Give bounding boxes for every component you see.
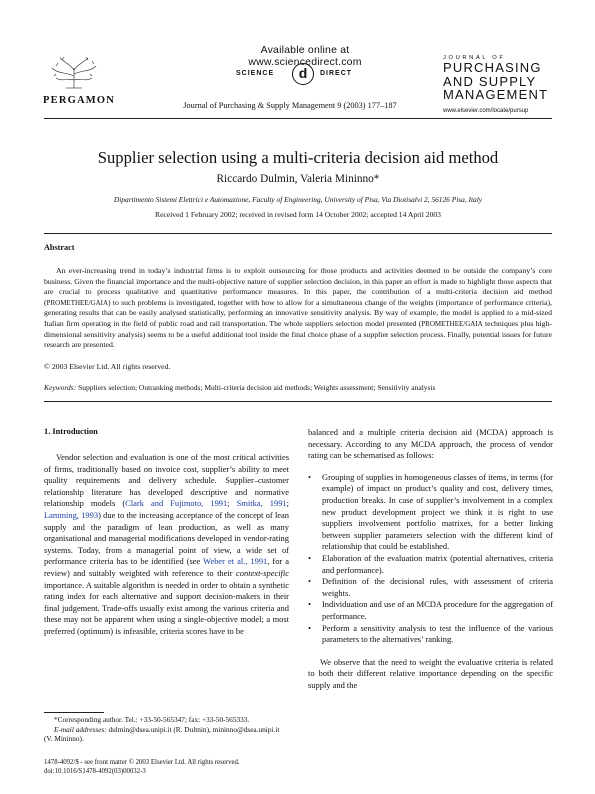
intro-text-d: importance. A suitable algorithm is needed in order to obtain a synthetic rating index for each alternative and support decision-makers in their final judgement. Trade-offs usually exist among the various criteria and these may not be apparent when using a single-objective model; a most preferred (optimum) is infeasible, criteria scores have to be: [44, 579, 289, 636]
left-column: [44, 427, 289, 638]
keywords: [44, 383, 552, 392]
bullet-icon: •: [308, 599, 311, 610]
list-item: [308, 576, 553, 599]
available-online-banner: Available online at www.sciencedirect.com: [248, 44, 362, 68]
citation-separator: ;: [286, 498, 289, 509]
abstract-bottom-divider: [44, 401, 552, 402]
corresponding-author-footnote: [44, 715, 289, 744]
issn-copyright-line: 1478-4092/$ - see front matter © 2003 Elsevier Ltd. All rights reserved.: [44, 759, 240, 766]
list-item: [308, 599, 553, 622]
header-divider: [44, 118, 552, 119]
mcda-paragraph: balanced and a multiple criteria decision aid (MCDA) approach is necessary. According to any MCDA approach, the process of vendor rating can be schematised as follows:: [308, 427, 553, 461]
bullet-icon: •: [308, 622, 311, 633]
email-label: E-mail addresses:: [54, 724, 107, 734]
pergamon-tree-logo-icon: [44, 54, 104, 90]
doi-line: doi:10.1016/S1478-4092(03)00032-3: [44, 768, 146, 776]
vendor-rating-steps-list: [308, 472, 553, 646]
corresponding-author-contact: *Corresponding author. Tel.: +33-50-565347; fax: +33-50-565333.: [54, 715, 250, 724]
article-title: Supplier selection using a multi-criteria decision aid method: [97, 148, 499, 167]
list-item-text: Individuation and use of an MCDA procedure for the aggregation of performance.: [322, 599, 553, 621]
list-item-text: Perform a sensitivity analysis to test the influence of the various parameters to the alternatives’ ranking.: [322, 622, 553, 645]
sciencedirect-left-text: SCIENCE: [236, 70, 275, 77]
brand-line-4: MANAGEMENT: [443, 87, 549, 103]
article-authors: Riccardo Dulmin, Valeria Mininno*: [216, 173, 380, 185]
list-item: [308, 472, 553, 553]
brand-line-2: PURCHASING: [443, 60, 542, 76]
sciencedirect-right-text: DIRECT: [320, 70, 353, 77]
publisher-name: PERGAMON: [43, 95, 116, 106]
intro-italic-term: context-specific: [236, 567, 289, 578]
brand-line-3: AND SUPPLY: [443, 73, 537, 89]
bullet-icon: •: [308, 552, 311, 563]
intro-paragraph: [44, 452, 289, 638]
journal-website: www.elsevier.com/locate/pursup: [443, 108, 529, 114]
page-footer: [44, 758, 304, 777]
abstract-method-name: PROMETHEE/GAIA: [46, 298, 109, 307]
abstract-part-3: techniques plus high-dimensional sensitivity analysis) seems to be a useful additional tool inside the final choice phase of a supplier selection process. Finally, potential issues for future research are presented.: [44, 318, 552, 350]
abstract-text: [44, 266, 552, 351]
section-heading-introduction: 1. Introduction: [44, 427, 98, 436]
email-addresses: dulmin@dsea.unipi.it (R. Dulmin), mininno@dsea.unipi.it (V. Mininno).: [44, 724, 280, 744]
intro-text-c: , for a review) and suitably weighted with reference to their: [44, 556, 289, 578]
received-dates: Received 1 February 2002; received in revised form 14 October 2002; accepted 14 April 2003: [155, 210, 441, 219]
citation-separator: ;: [227, 498, 237, 509]
right-column: [308, 427, 553, 691]
list-item: [308, 623, 553, 646]
citation-link[interactable]: Smitka, 1991: [236, 498, 287, 509]
sciencedirect-logo: [228, 60, 388, 88]
intro-text-b: ) due to the increasing acceptance of the concept of lean supply and the paradigm of lean production, as well as many organisational and managerial modifications developed in vendor-rating systems. Today, from a managerial point of view, a wide set of performance criteria has to be identified (see: [44, 509, 290, 567]
list-item: [308, 553, 553, 576]
list-item-text: Definition of the decisional rules, with assessment of criteria weights.: [322, 576, 553, 598]
list-item-text: Grouping of supplies in homogeneous classes of items, in terms (for example) of impact on product’s quality and cost, delivery times, production breaks. In case of supplier’s involvement in a complex new product development project we think it is right to use suppliers involvement portfolio matrixes, for a better linking between supplier parameters selection with the different kind of relationship that could be established.: [322, 471, 553, 552]
abstract-copyright: © 2003 Elsevier Ltd. All rights reserved.: [44, 362, 171, 371]
abstract-method-name-2: PROMETHEE/GAIA: [421, 319, 483, 328]
sciencedirect-at-icon: d: [292, 63, 314, 85]
keywords-label: Keywords:: [44, 383, 77, 392]
footnote-rule: [44, 712, 104, 713]
weights-paragraph: We observe that the need to weight the evaluative criteria is related to both their different relative importance depending on the specific supply and the: [308, 656, 553, 690]
citation-link[interactable]: Clark and Fujimoto, 1991: [125, 498, 228, 509]
intro-text-a: Vendor selection and evaluation is one of the most critical activities of firms, traditionally based on invoice cost, supplier’s ability to meet quality requirements and delivery schedule. Supplier–customer relationship literature has developed descriptive and normative relationship models (: [44, 452, 289, 509]
abstract-top-divider: [44, 233, 552, 234]
brand-line-1: JOURNAL OF: [443, 55, 506, 61]
citation-link[interactable]: Lamming, 1993: [44, 509, 99, 520]
abstract-part-1: An ever-increasing trend in today’s industrial firms is to exploit outsourcing for those products and activities deemed to be outside the company’s core business. Given the financial importance and the multi-objective nature of supplier selection decision, in this paper an effort is made to highlight those aspects that are crucial to process qualitative and quantitative performance measures. In this paper, the contribution of a multi-criteria decision aid method (: [44, 266, 552, 307]
citation-link[interactable]: Weber et al., 1991: [203, 556, 268, 567]
list-item-text: Elaboration of the evaluation matrix (potential alternatives, criteria and performance).: [322, 552, 553, 575]
bullet-icon: •: [308, 576, 311, 587]
journal-brand: [443, 55, 563, 102]
abstract-heading: Abstract: [44, 243, 75, 252]
keywords-text: Suppliers selection; Outranking methods; Multi-criteria decision aid methods; Weights assessment; Sensitivity analysis: [78, 383, 436, 392]
abstract-part-2: ) to such problems is investigated, together with how to allow for a simultaneous change of the weights (importance of performance criteria), generating results that can be easily analysed statistically, performing an innovative sensitivity analysis. By way of example, the model is applied to a mid-sized Italian firm operating in the field of public road and rail transportation. The whole suppliers selection model presented (: [44, 297, 552, 328]
bullet-icon: •: [308, 471, 311, 482]
journal-citation: Journal of Purchasing & Supply Management 9 (2003) 177–187: [183, 101, 397, 110]
author-affiliation: Dipartimento Sistemi Elettrici e Automazione, Faculty of Engineering, University of Pisa, Via Diotisalvi 2, 56126 Pisa, Italy: [113, 195, 483, 204]
